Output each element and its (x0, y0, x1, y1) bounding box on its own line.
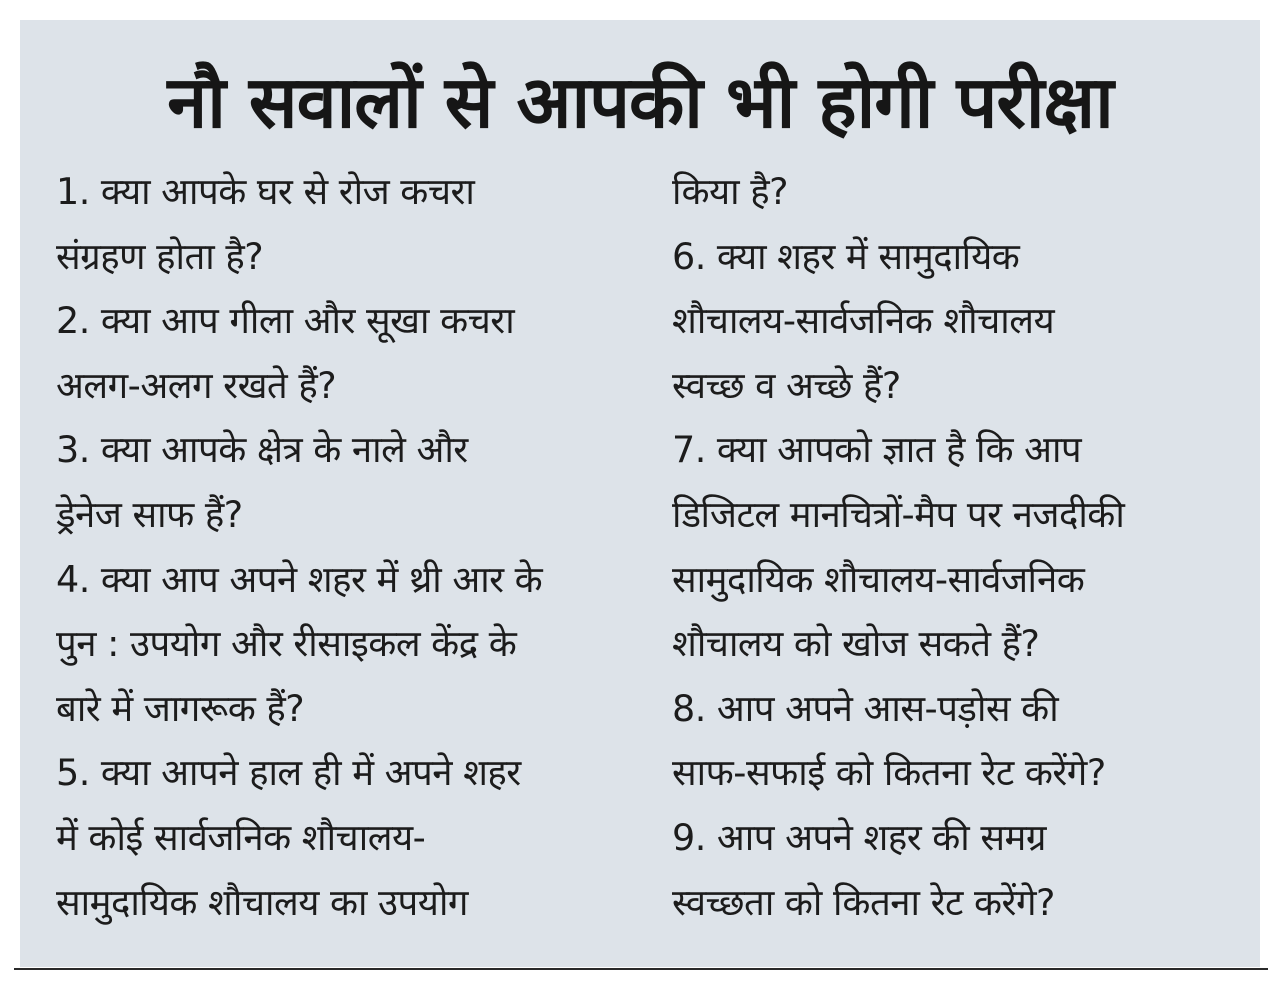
question-line: 4. क्या आप अपने शहर में थ्री आर के (56, 557, 543, 601)
question-line: पुन : उपयोग और रीसाइकल केंद्र के (56, 622, 517, 666)
question-line: साफ-सफाई को कितना रेट करेंगे? (672, 751, 1106, 795)
question-line: 7. क्या आपको ज्ञात है कि आप (672, 428, 1082, 472)
question-line: 8. आप अपने आस-पड़ोस की (672, 686, 1059, 730)
question-line: 3. क्या आपके क्षेत्र के नाले और (56, 428, 468, 472)
question-line: 1. क्या आपके घर से रोज कचरा (56, 170, 475, 213)
left-column (56, 160, 656, 935)
question-line: डिजिटल मानचित्रों-मैप पर नजदीकी (672, 492, 1125, 536)
question-line: सामुदायिक शौचालय-सार्वजनिक (672, 557, 1085, 601)
question-line: बारे में जागरूक हैं? (56, 686, 305, 730)
question-line: 6. क्या शहर में सामुदायिक (672, 234, 1020, 278)
question-line: ड्रेनेज साफ हैं? (56, 492, 243, 536)
bottom-divider (14, 968, 1268, 970)
question-line: शौचालय को खोज सकते हैं? (672, 622, 1040, 666)
question-line: 5. क्या आपने हाल ही में अपने शहर (56, 751, 521, 795)
question-line: अलग-अलग रखते हैं? (56, 363, 337, 407)
question-line: स्वच्छता को कितना रेट करेंगे? (672, 880, 1055, 924)
question-line: में कोई सार्वजनिक शौचालय- (56, 815, 426, 859)
question-line: किया है? (672, 170, 788, 213)
question-line: स्वच्छ व अच्छे हैं? (672, 363, 901, 407)
headline: नौ सवालों से आपकी भी होगी परीक्षा (167, 60, 1113, 144)
shaded-box (20, 20, 1260, 967)
question-line: 2. क्या आप गीला और सूखा कचरा (56, 299, 515, 343)
question-line: 9. आप अपने शहर की समग्र (672, 815, 1046, 859)
question-line: सामुदायिक शौचालय का उपयोग (56, 880, 468, 924)
question-line: शौचालय-सार्वजनिक शौचालय (672, 299, 1055, 343)
question-line: संग्रहण होता है? (56, 234, 264, 278)
right-column (672, 160, 1257, 935)
